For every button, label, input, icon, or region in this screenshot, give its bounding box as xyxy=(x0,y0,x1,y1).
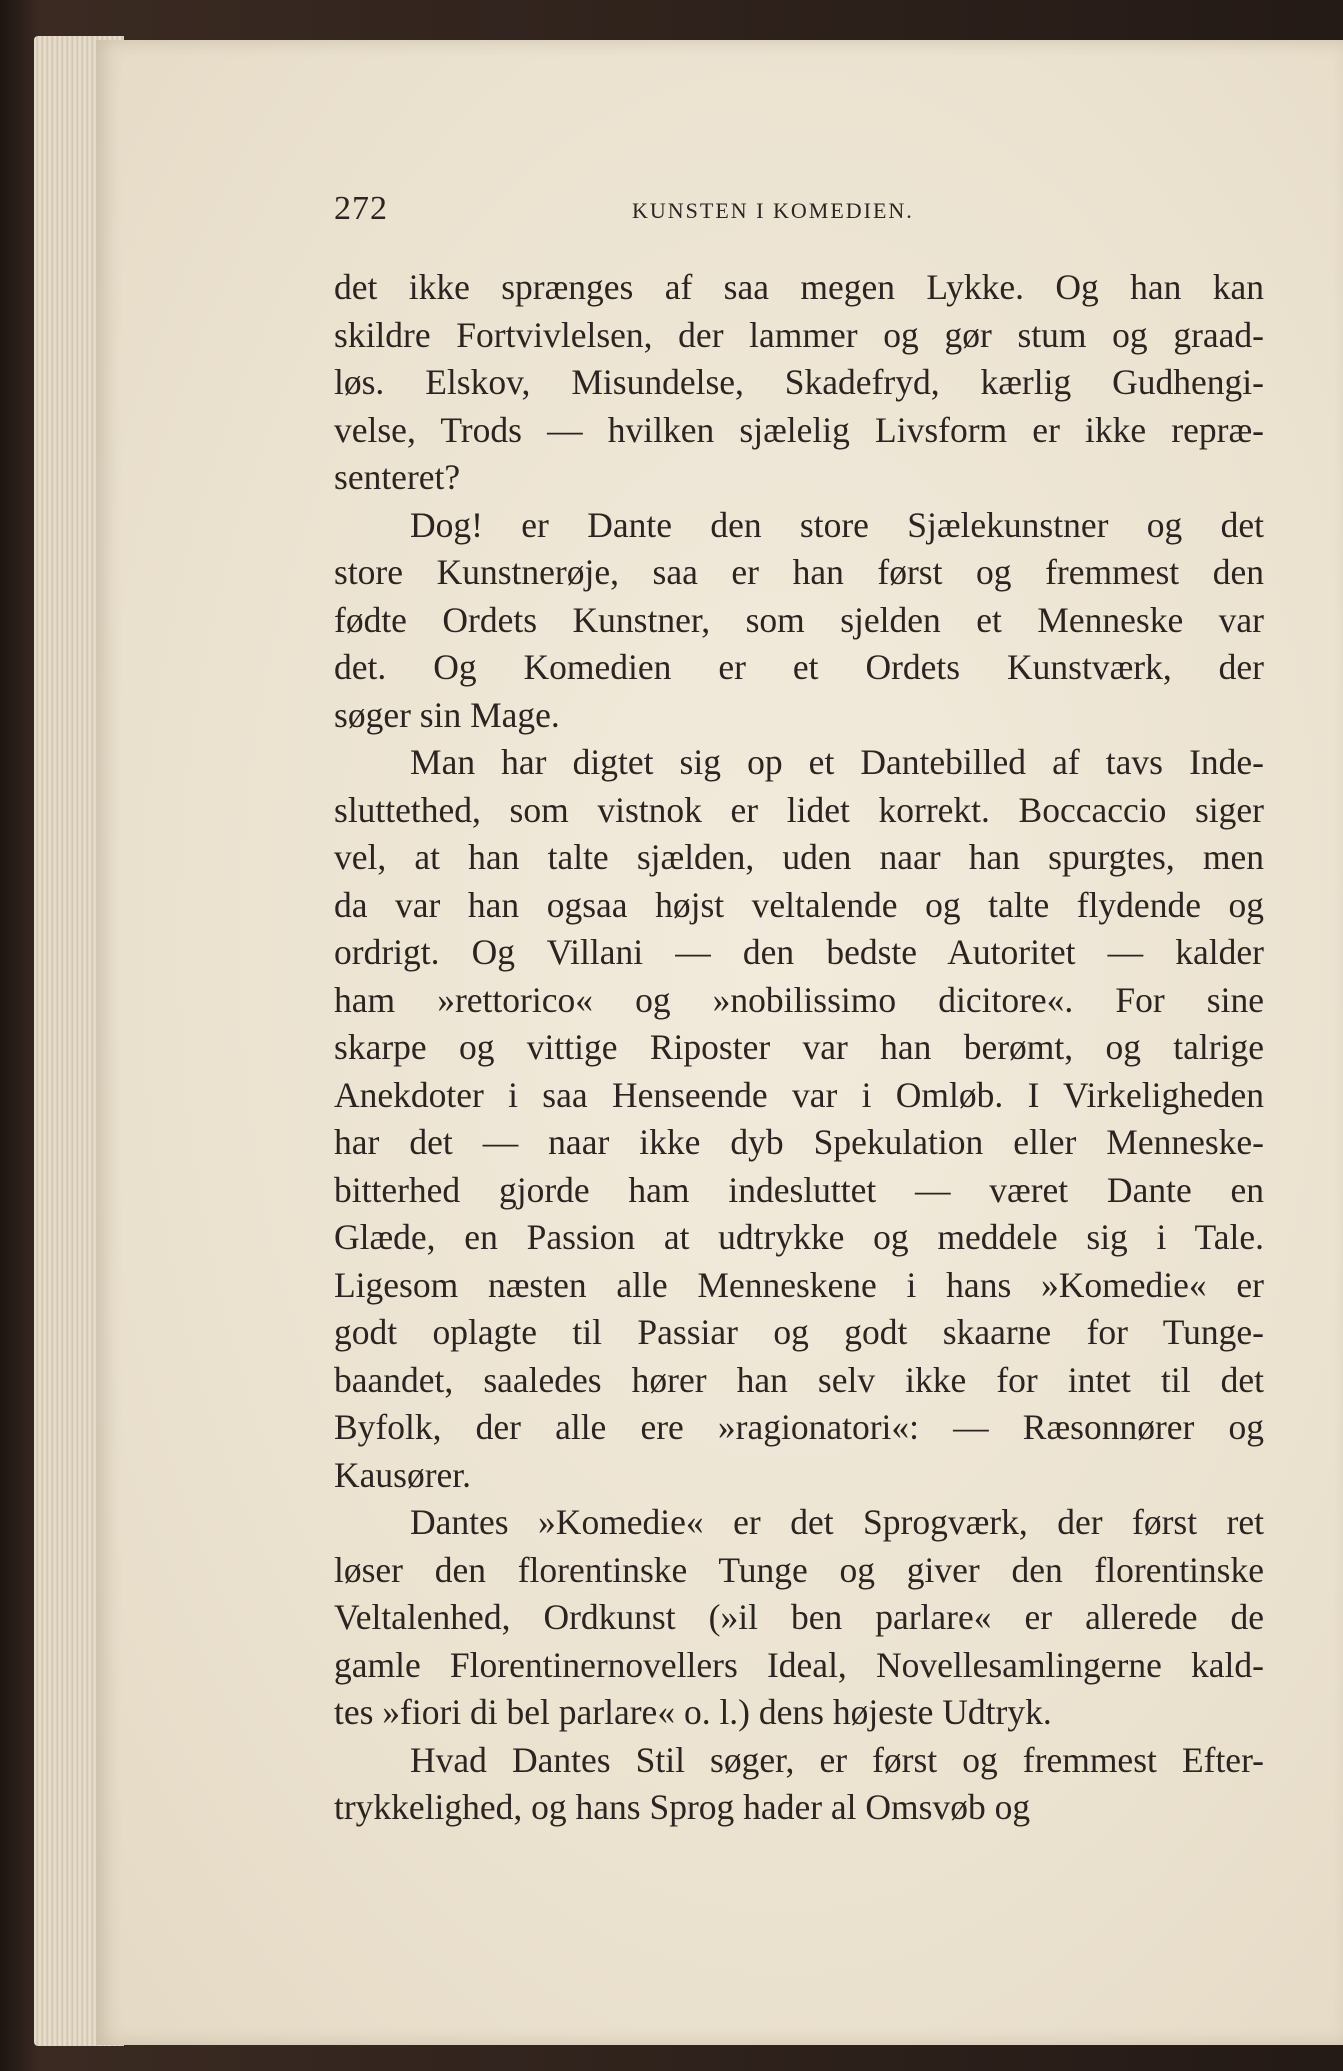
paragraph xyxy=(334,264,1264,502)
paragraph xyxy=(334,502,1264,740)
text-line: Hvad Dantes Stil søger, er først og fremmest Efter- xyxy=(410,1739,1264,1780)
paragraph xyxy=(334,1499,1264,1737)
text-line: Dantes »Komedie« er det Sprogværk, der først ret xyxy=(410,1502,1264,1542)
text-line: ham »rettorico« og »nobilissimo dicitore«. For sine xyxy=(334,979,1264,1020)
text-line: da var han ogsaa højst veltalende og talte flydende og xyxy=(334,884,1264,925)
page-number: 272 xyxy=(334,190,388,227)
text-line: det. Og Komedien er et Ordets Kunstværk, der xyxy=(334,647,1264,687)
text-line: ordrigt. Og Villani — den bedste Autoritet — kalder xyxy=(334,932,1264,972)
text-line: Byfolk, der alle ere »ragionatori«: — Ræsonnører og xyxy=(334,1407,1264,1447)
text-line: senteret? xyxy=(334,457,461,497)
text-line: vel, at han talte sjælden, uden naar han spurgtes, men xyxy=(334,837,1264,877)
text-line: Kausører. xyxy=(334,1454,472,1495)
text-line: godt oplagte til Passiar og godt skaarne for Tunge- xyxy=(334,1312,1264,1352)
text-line: søger sin Mage. xyxy=(334,694,560,735)
paragraph xyxy=(334,1737,1264,1832)
page-header xyxy=(334,190,1264,240)
text-line: løser den florentinske Tunge og giver den florentinske xyxy=(334,1549,1264,1590)
text-line: Anekdoter i saa Henseende var i Omløb. I Virkeligheden xyxy=(334,1074,1264,1115)
text-line: skarpe og vittige Riposter var han berømt, og talrige xyxy=(334,1027,1264,1067)
text-line: velse, Trods — hvilken sjælelig Livsform er ikke repræ- xyxy=(334,409,1264,450)
text-line: fødte Ordets Kunstner, som sjelden et Menneske var xyxy=(334,599,1264,640)
text-line: gamle Florentinernovellers Ideal, Novellesamlingerne kald- xyxy=(334,1644,1264,1685)
text-line: løs. Elskov, Misundelse, Skadefryd, kærlig Gudhengi- xyxy=(334,362,1264,402)
text-line: tes »fiori di bel parlare« o. l.) dens højeste Udtryk. xyxy=(334,1692,1052,1732)
text-line: Glæde, en Passion at udtrykke og meddele sig i Tale. xyxy=(334,1217,1264,1257)
paragraph xyxy=(334,739,1264,1499)
running-title: KUNSTEN I KOMEDIEN. xyxy=(632,198,914,223)
body-text xyxy=(334,264,1264,1832)
text-line: store Kunstnerøje, saa er han først og fremmest den xyxy=(334,552,1264,592)
text-line: Dog! er Dante den store Sjælekunstner og det xyxy=(410,504,1264,545)
text-line: bitterhed gjorde ham indesluttet — været Dante en xyxy=(334,1169,1264,1210)
text-line: baandet, saaledes hører han selv ikke for intet til det xyxy=(334,1359,1264,1400)
text-line: Ligesom næsten alle Menneskene i hans »Komedie« er xyxy=(334,1264,1264,1305)
text-line: har det — naar ikke dyb Spekulation eller Menneske- xyxy=(334,1122,1264,1162)
text-line: sluttethed, som vistnok er lidet korrekt. Boccaccio siger xyxy=(334,789,1264,830)
text-line: det ikke sprænges af saa megen Lykke. Og han kan xyxy=(334,267,1264,307)
text-line: Man har digtet sig op et Dantebilled af tavs Inde- xyxy=(410,742,1264,782)
text-line: trykkelighed, og hans Sprog hader al Omsvøb og xyxy=(334,1787,1031,1827)
text-line: Veltalenhed, Ordkunst (»il ben parlare« er allerede de xyxy=(334,1597,1264,1637)
text-line: skildre Fortvivlelsen, der lammer og gør stum og graad- xyxy=(334,314,1264,355)
